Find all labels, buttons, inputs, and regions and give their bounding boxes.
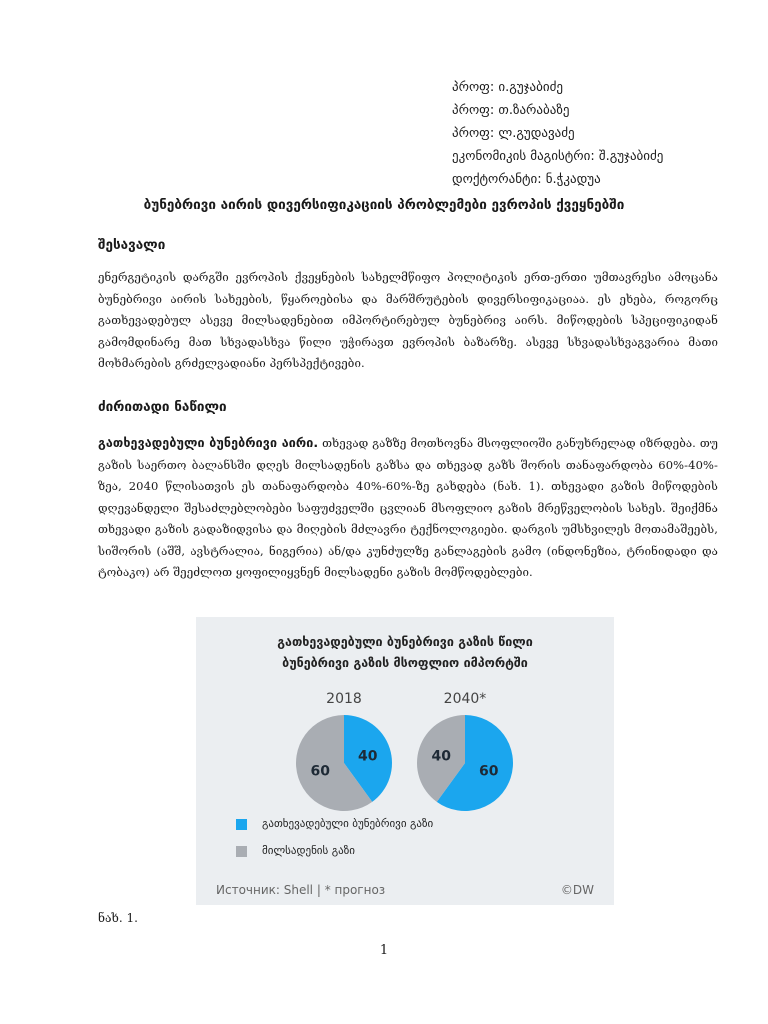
legend-label-pipeline: მილსადენის გაზი [262, 844, 355, 857]
main-lead: გათხევადებული ბუნებრივი აირი. [98, 435, 319, 450]
author-3: პროფ: ლ.გუდავაძე [452, 126, 575, 141]
figure-caption: ნახ. 1. [98, 911, 138, 925]
chart-source: Источник: Shell | * прогноз [216, 883, 386, 897]
figure-chart [196, 617, 614, 905]
pie-0-label-1: 60 [310, 763, 331, 780]
pie-1-label-1: 40 [431, 748, 452, 765]
page-number: 1 [379, 943, 389, 958]
pie-label-2018: 2018 [326, 691, 362, 707]
pie-label-2040: 2040* [443, 691, 487, 707]
chart-title-line-1: გათხევადებული ბუნებრივი გაზის წილი [277, 634, 533, 649]
legend-swatch-pipeline [236, 846, 247, 857]
legend-label-lng: გათხევადებული ბუნებრივი გაზი [262, 817, 434, 830]
intro-heading: შესავალი [98, 237, 166, 253]
main-paragraph [98, 432, 718, 584]
author-4: ეკონომიკის მაგისტრი: შ.გუჯაბიძე [452, 149, 664, 164]
author-list [452, 76, 663, 191]
dw-logo: ©DW [560, 883, 594, 897]
main-text: თხევად გაზზე მოთხოვნა მსოფლიოში განუხრელად იზრდება. თუ გაზის საერთო ბალანსში დღეს მილსადენის გაზსა და თხევად გაზს შორის თანაფარდობა 60%-40%-ზეა, 2040 წლისათვის ეს თანაფარდობა 40%-60%-ზე გახდება (ნახ. 1). თხევადი გაზის მიწოდების დღევანდელი შესაძლებლობები საფუძველში ცვლიან მსოფლიო გაზის მრეწველობის სახეს. შეიქმნა თხევადი გაზის გადაზიდვისა და მიღების მძლავრი ტექნოლოგიები. დარგის უმსხვილეს მოთამაშეებს, სიშორის (აშშ, ავსტრალია, ნიგერია) ან/და კუნძულზე განლაგების გამო (ინდონეზია, ტრინიდადი და ტობაკო) არ შეეძლოთ ყოფილიყვნენ მილსადენი გაზის მომწოდებლები. [98, 436, 718, 579]
author-1: პროფ: ი.გუჯაბიძე [452, 80, 563, 95]
author-5: დოქტორანტი: ნ.ჭკადუა [452, 172, 601, 187]
pie-0-label-0: 40 [357, 748, 378, 765]
author-2: პროფ: თ.ზარაბაზე [452, 103, 570, 118]
pie-1-label-0: 60 [478, 763, 499, 780]
legend-swatch-lng [236, 819, 247, 830]
intro-paragraph: ენერგეტიკის დარგში ევროპის ქვეყნების სახელმწიფო პოლიტიკის ერთ-ერთი უმთავრესი ამოცანა ბუნებრივი აირის სახეების, წყაროებისა და მარშრუტების დივერსიფიკაციაა. ეს ეხება, როგორც გათხევადებულ ასევე მილსადენებით იმპორტირებულ ბუნებრივ აირს. მიწოდების სპეციფიკიდან გამომდინარე მათ სხვადასხვა წილი უჭირავთ ევროპის ბაზარზე. ასევე სხვადასხვაგვარია მათი მოხმარების გრძელვადიანი პერსპექტივები. [98, 270, 718, 370]
paper-title: ბუნებრივი აირის დივერსიფიკაციის პრობლემები ევროპის ქვეყნებში [143, 197, 625, 213]
pie-charts [196, 617, 614, 905]
main-heading: ძირითადი ნაწილი [98, 399, 227, 415]
chart-title-line-2: ბუნებრივი გაზის მსოფლიო იმპორტში [282, 655, 528, 670]
